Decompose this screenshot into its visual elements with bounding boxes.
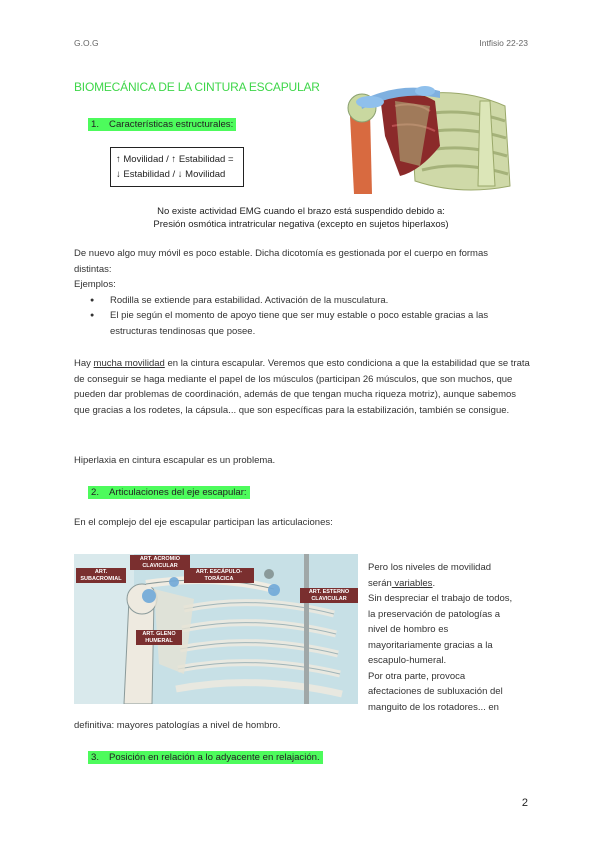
section-3-number: 3. [91, 752, 100, 763]
page-title: BIOMECÁNICA DE LA CINTURA ESCAPULAR [74, 80, 320, 94]
paragraph-conclusion: definitiva: mayores patologías a nivel de hombro. [74, 720, 281, 731]
side-text-line: Pero los niveles de movilidad [368, 562, 492, 573]
box-line-2: ↓ Estabilidad / ↓ Movilidad [116, 169, 226, 180]
section-1-label: Características estructurales: [109, 119, 234, 130]
paragraph-mobility-pre: Hay [74, 358, 94, 369]
section-3-label: Posición en relación a lo adyacente en relajación. [109, 752, 320, 763]
section-2-heading [88, 486, 250, 499]
paragraph-dichotomy [74, 246, 534, 339]
list-item: ● Rodilla se extiende para estabilidad. Activación de la musculatura. [90, 293, 534, 309]
paragraph-dichotomy-line-1: De nuevo algo muy móvil es poco estable. Dicha dicotomía es gestionada por el cuerpo en formas [74, 248, 489, 259]
variables-underlined: variables [391, 577, 433, 589]
label-art-escapulo-toracica: ART. ESCÁPULO-TORÁCICA [184, 568, 254, 583]
side-text-line: Por otra parte, provoca [368, 670, 466, 682]
label-art-subacromial: ART. SUBACROMIAL [76, 568, 126, 583]
side-text-line: nivel de hombro es [368, 624, 449, 635]
emg-note-line-1: No existe actividad EMG cuando el brazo está suspendido debido a: [157, 206, 445, 217]
examples-label: Ejemplos: [74, 279, 116, 290]
label-art-gleno-humeral: ART. GLENO HUMERAL [136, 630, 182, 645]
header-author: G.O.G [74, 38, 99, 48]
label-art-acromio-clavicular: ART. ACROMIO CLAVICULAR [130, 555, 190, 570]
mucha-movilidad-underlined: mucha movilidad [93, 358, 165, 369]
side-text-block [368, 560, 533, 715]
header-course: Intfisio 22-23 [479, 38, 528, 48]
paragraph-mobility [74, 356, 532, 418]
emg-note-line-2: Presión osmótica intratricular negativa (excepto en sujetos hiperlaxos) [153, 219, 449, 230]
side-text-seran: serán [368, 577, 392, 589]
section-1-heading [88, 118, 236, 131]
shoulder-joints-photo [74, 554, 358, 704]
paragraph-dichotomy-line-2: distintas: [74, 263, 112, 275]
side-text-line [368, 576, 533, 592]
emg-note [74, 205, 528, 231]
label-art-esterno-clavicular: ART. ESTERNO CLAVICULAR [300, 588, 358, 603]
side-text-period: . [432, 577, 436, 589]
shoulder-anatomy-illustration [340, 76, 520, 198]
examples-list [90, 293, 534, 340]
mobility-stability-box [110, 147, 244, 187]
side-text-line: Sin despreciar el trabajo de todos, [368, 593, 513, 604]
side-text-line: afectaciones de subluxación del [368, 686, 503, 697]
box-line-1: ↑ Movilidad / ↑ Estabilidad = [116, 154, 234, 165]
side-text-line: manguito de los rotadores... en [368, 701, 499, 713]
paragraph-hyperlaxity: Hiperlaxia en cintura escapular es un problema. [74, 455, 276, 466]
section-2-number: 2. [91, 487, 100, 498]
page-number: 2 [521, 797, 528, 809]
section-3-heading [88, 751, 323, 764]
paragraph-mobility-post: en la cintura escapular. Veremos que esto condiciona a que la estabilidad que se trata de conseguir se haga mediante el papel de los músculos (participan 26 músculos, que son muchos, que pueden dar problemas de coordinación, además de que tengan mucha riqueza motriz), aunque sabemos que gracias a los rodetes, la cápsula... que son específicas para la estabilización, también se consigue. [74, 358, 530, 416]
paragraph-joints-intro: En el complejo del eje escapular participan las articulaciones: [74, 517, 333, 528]
section-2-label: Articulaciones del eje escapular: [109, 487, 247, 498]
side-text-line: la preservación de patologías a [368, 608, 501, 620]
side-text-line: escapulo-humeral. [368, 655, 447, 666]
side-text-line: mayoritariamente gracias a la [368, 639, 493, 651]
list-item: ● El pie según el momento de apoyo tiene que ser muy estable o poco estable gracias a las estructuras tendinosas que posee. [90, 308, 530, 339]
section-1-number: 1. [91, 119, 100, 130]
